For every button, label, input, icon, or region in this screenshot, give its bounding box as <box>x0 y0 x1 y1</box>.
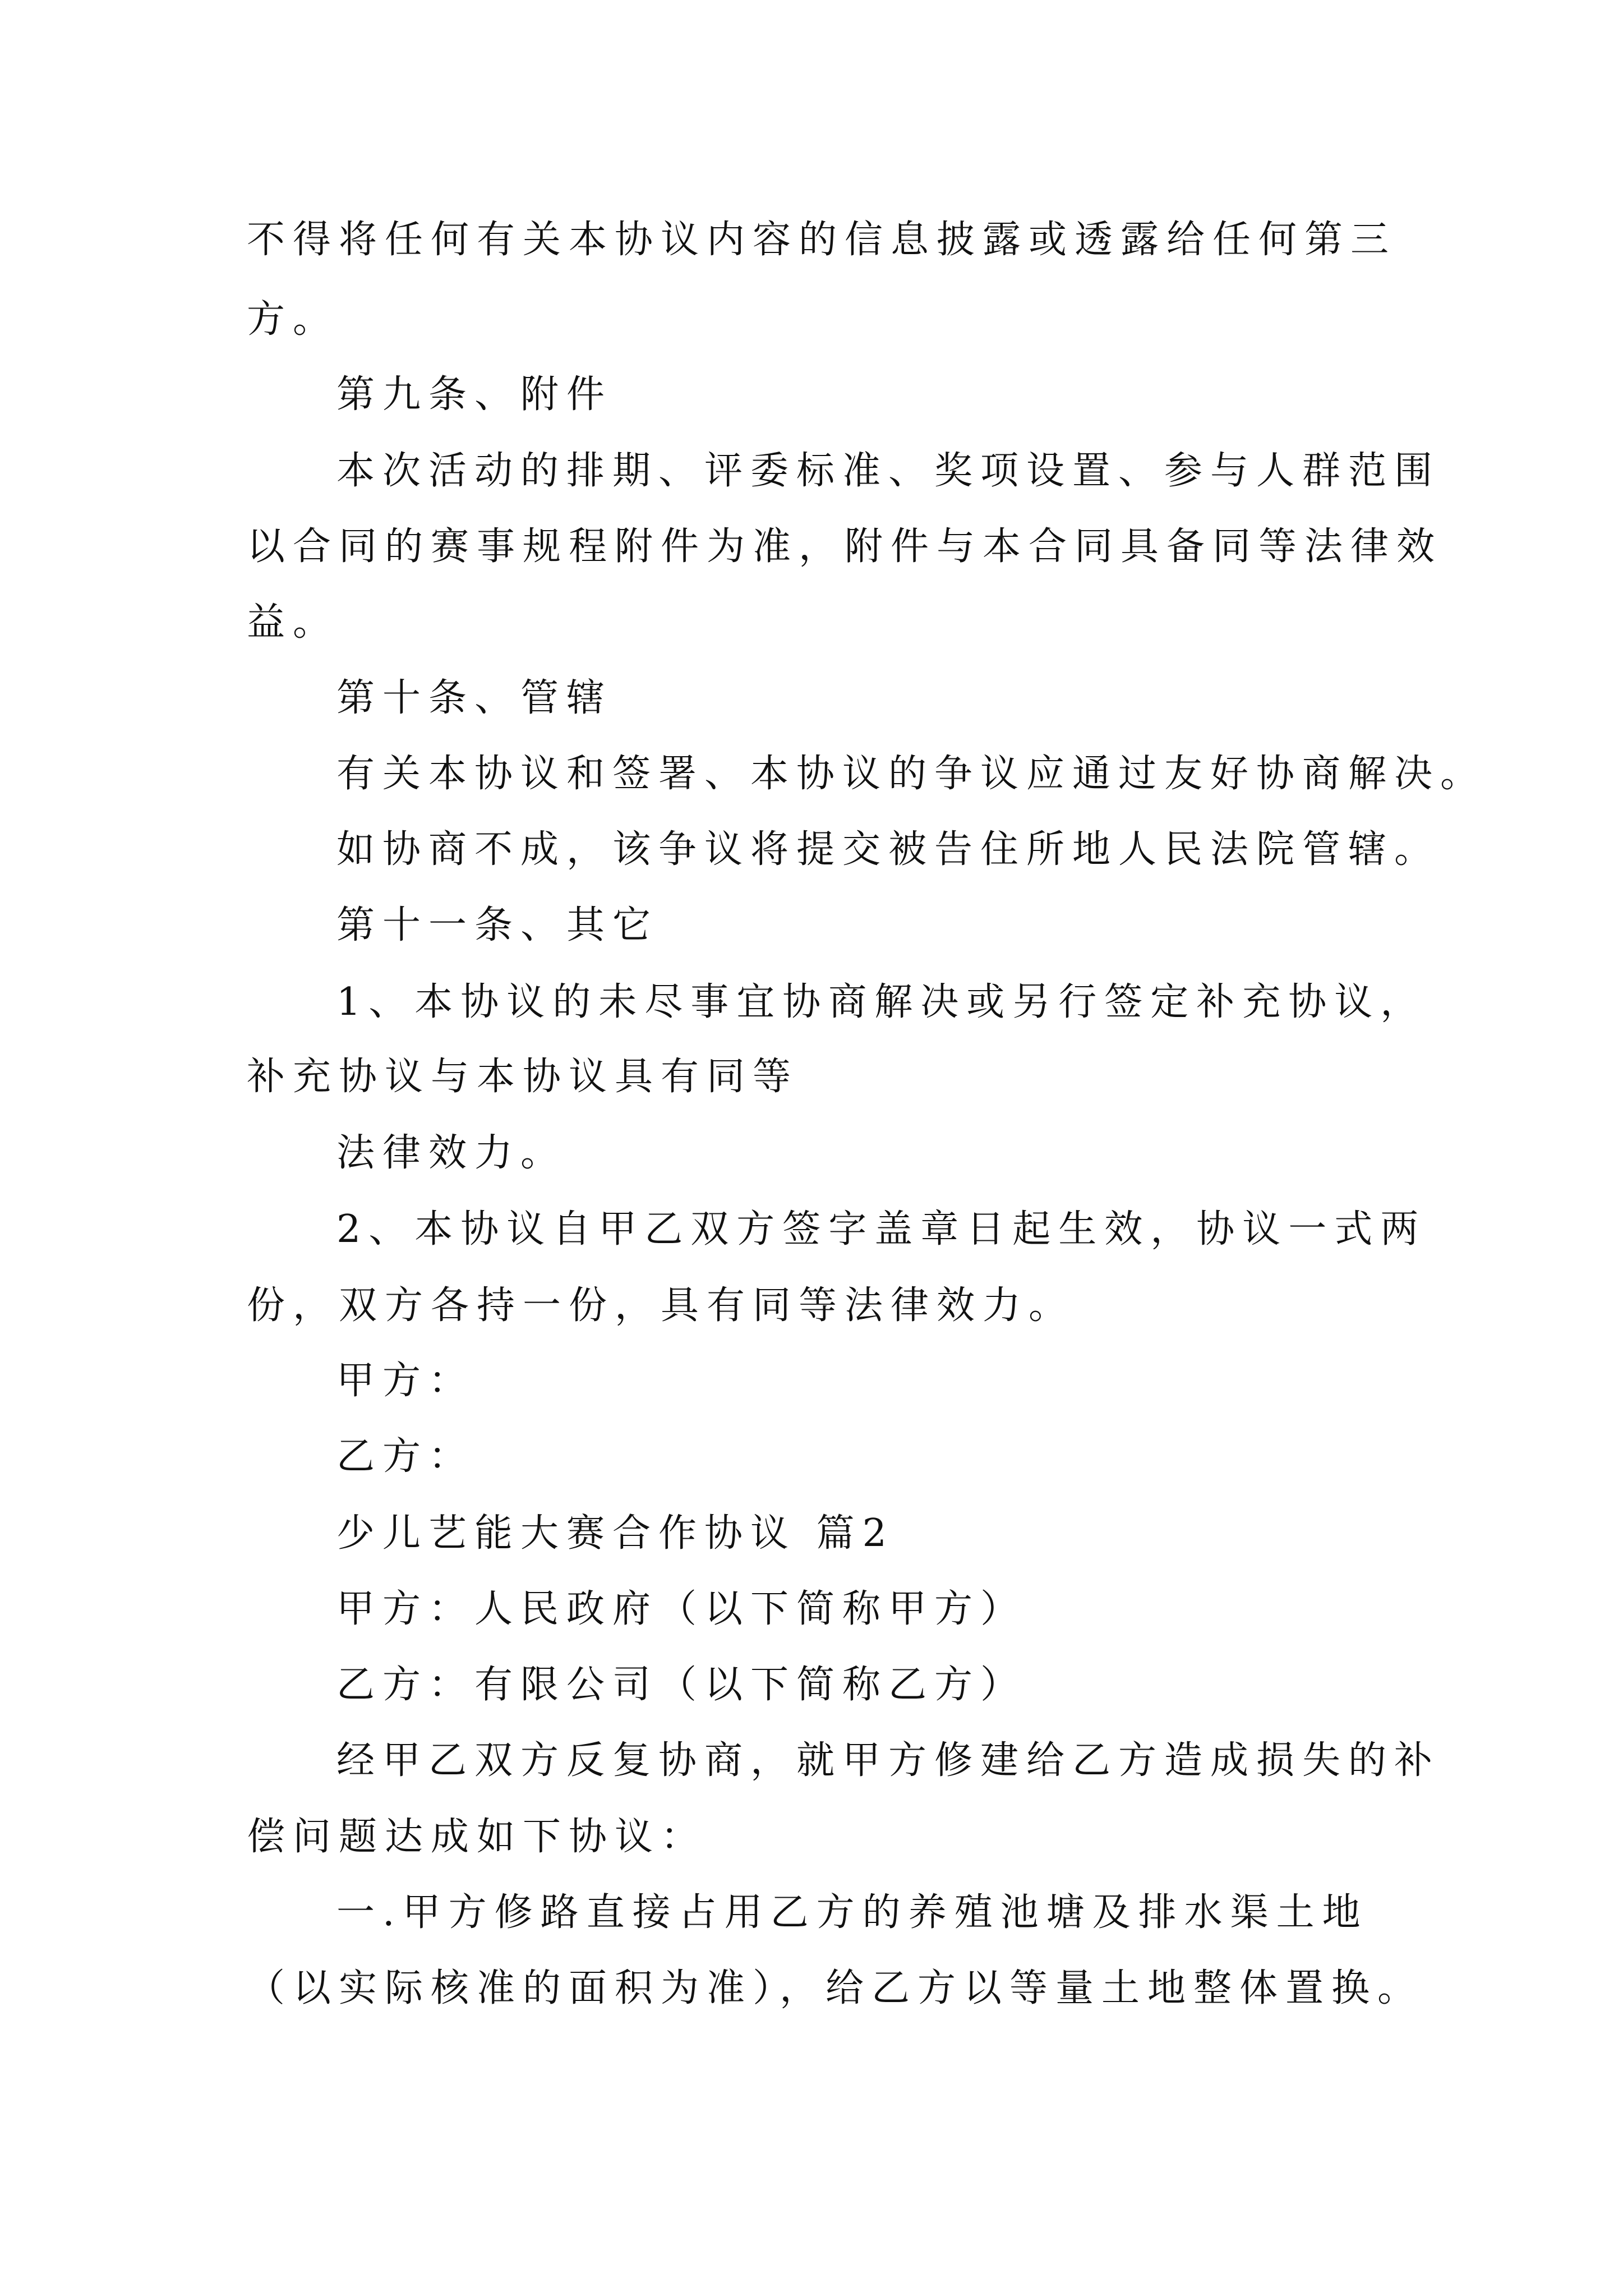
paragraph-line: 如协商不成，该争议将提交被告住所地人民法院管辖。 <box>336 827 1441 872</box>
section-heading-10: 第十条、管辖 <box>336 676 613 720</box>
paragraph-line: 方。 <box>247 297 339 342</box>
paragraph-line: 以合同的赛事规程附件为准，附件与本合同具备同等法律效 <box>247 524 1443 569</box>
paragraph-line: 份，双方各持一份，具有同等法律效力。 <box>247 1283 1075 1328</box>
paragraph-line: 补充协议与本协议具有同等 <box>247 1055 799 1099</box>
paragraph-line: 有关本协议和签署、本协议的争议应通过友好协商解决。 <box>336 752 1487 796</box>
party-b-label: 乙方： <box>336 1434 475 1479</box>
paragraph-line: 2、本协议自甲乙双方签字盖章日起生效，协议一式两 <box>336 1207 1427 1251</box>
party-b-line: 乙方：有限公司（以下简称乙方） <box>336 1663 1027 1707</box>
section-heading-9: 第九条、附件 <box>336 372 613 417</box>
agreement-title: 少儿艺能大赛合作协议 篇2 <box>336 1511 895 1556</box>
paragraph-line: 不得将任何有关本协议内容的信息披露或透露给任何第三 <box>247 218 1397 262</box>
paragraph-line: 1、本协议的未尽事宜协商解决或另行签定补充协议， <box>336 980 1427 1024</box>
paragraph-line: 本次活动的排期、评委标准、奖项设置、参与人群范围 <box>336 449 1441 493</box>
paragraph-line: 偿问题达成如下协议： <box>247 1815 707 1859</box>
paragraph-line: （以实际核准的面积为准），给乙方以等量土地整体置换。 <box>247 1966 1424 2010</box>
paragraph-line: 经甲乙双方反复协商，就甲方修建给乙方造成损失的补 <box>336 1738 1441 1783</box>
party-a-label: 甲方： <box>336 1359 475 1403</box>
paragraph-line: 益。 <box>247 600 339 645</box>
section-heading-11: 第十一条、其它 <box>336 903 659 947</box>
party-a-line: 甲方：人民政府（以下简称甲方） <box>336 1587 1027 1631</box>
paragraph-line: 法律效力。 <box>336 1131 567 1175</box>
paragraph-line: 一.甲方修路直接占用乙方的养殖池塘及排水渠土地 <box>336 1890 1368 1935</box>
